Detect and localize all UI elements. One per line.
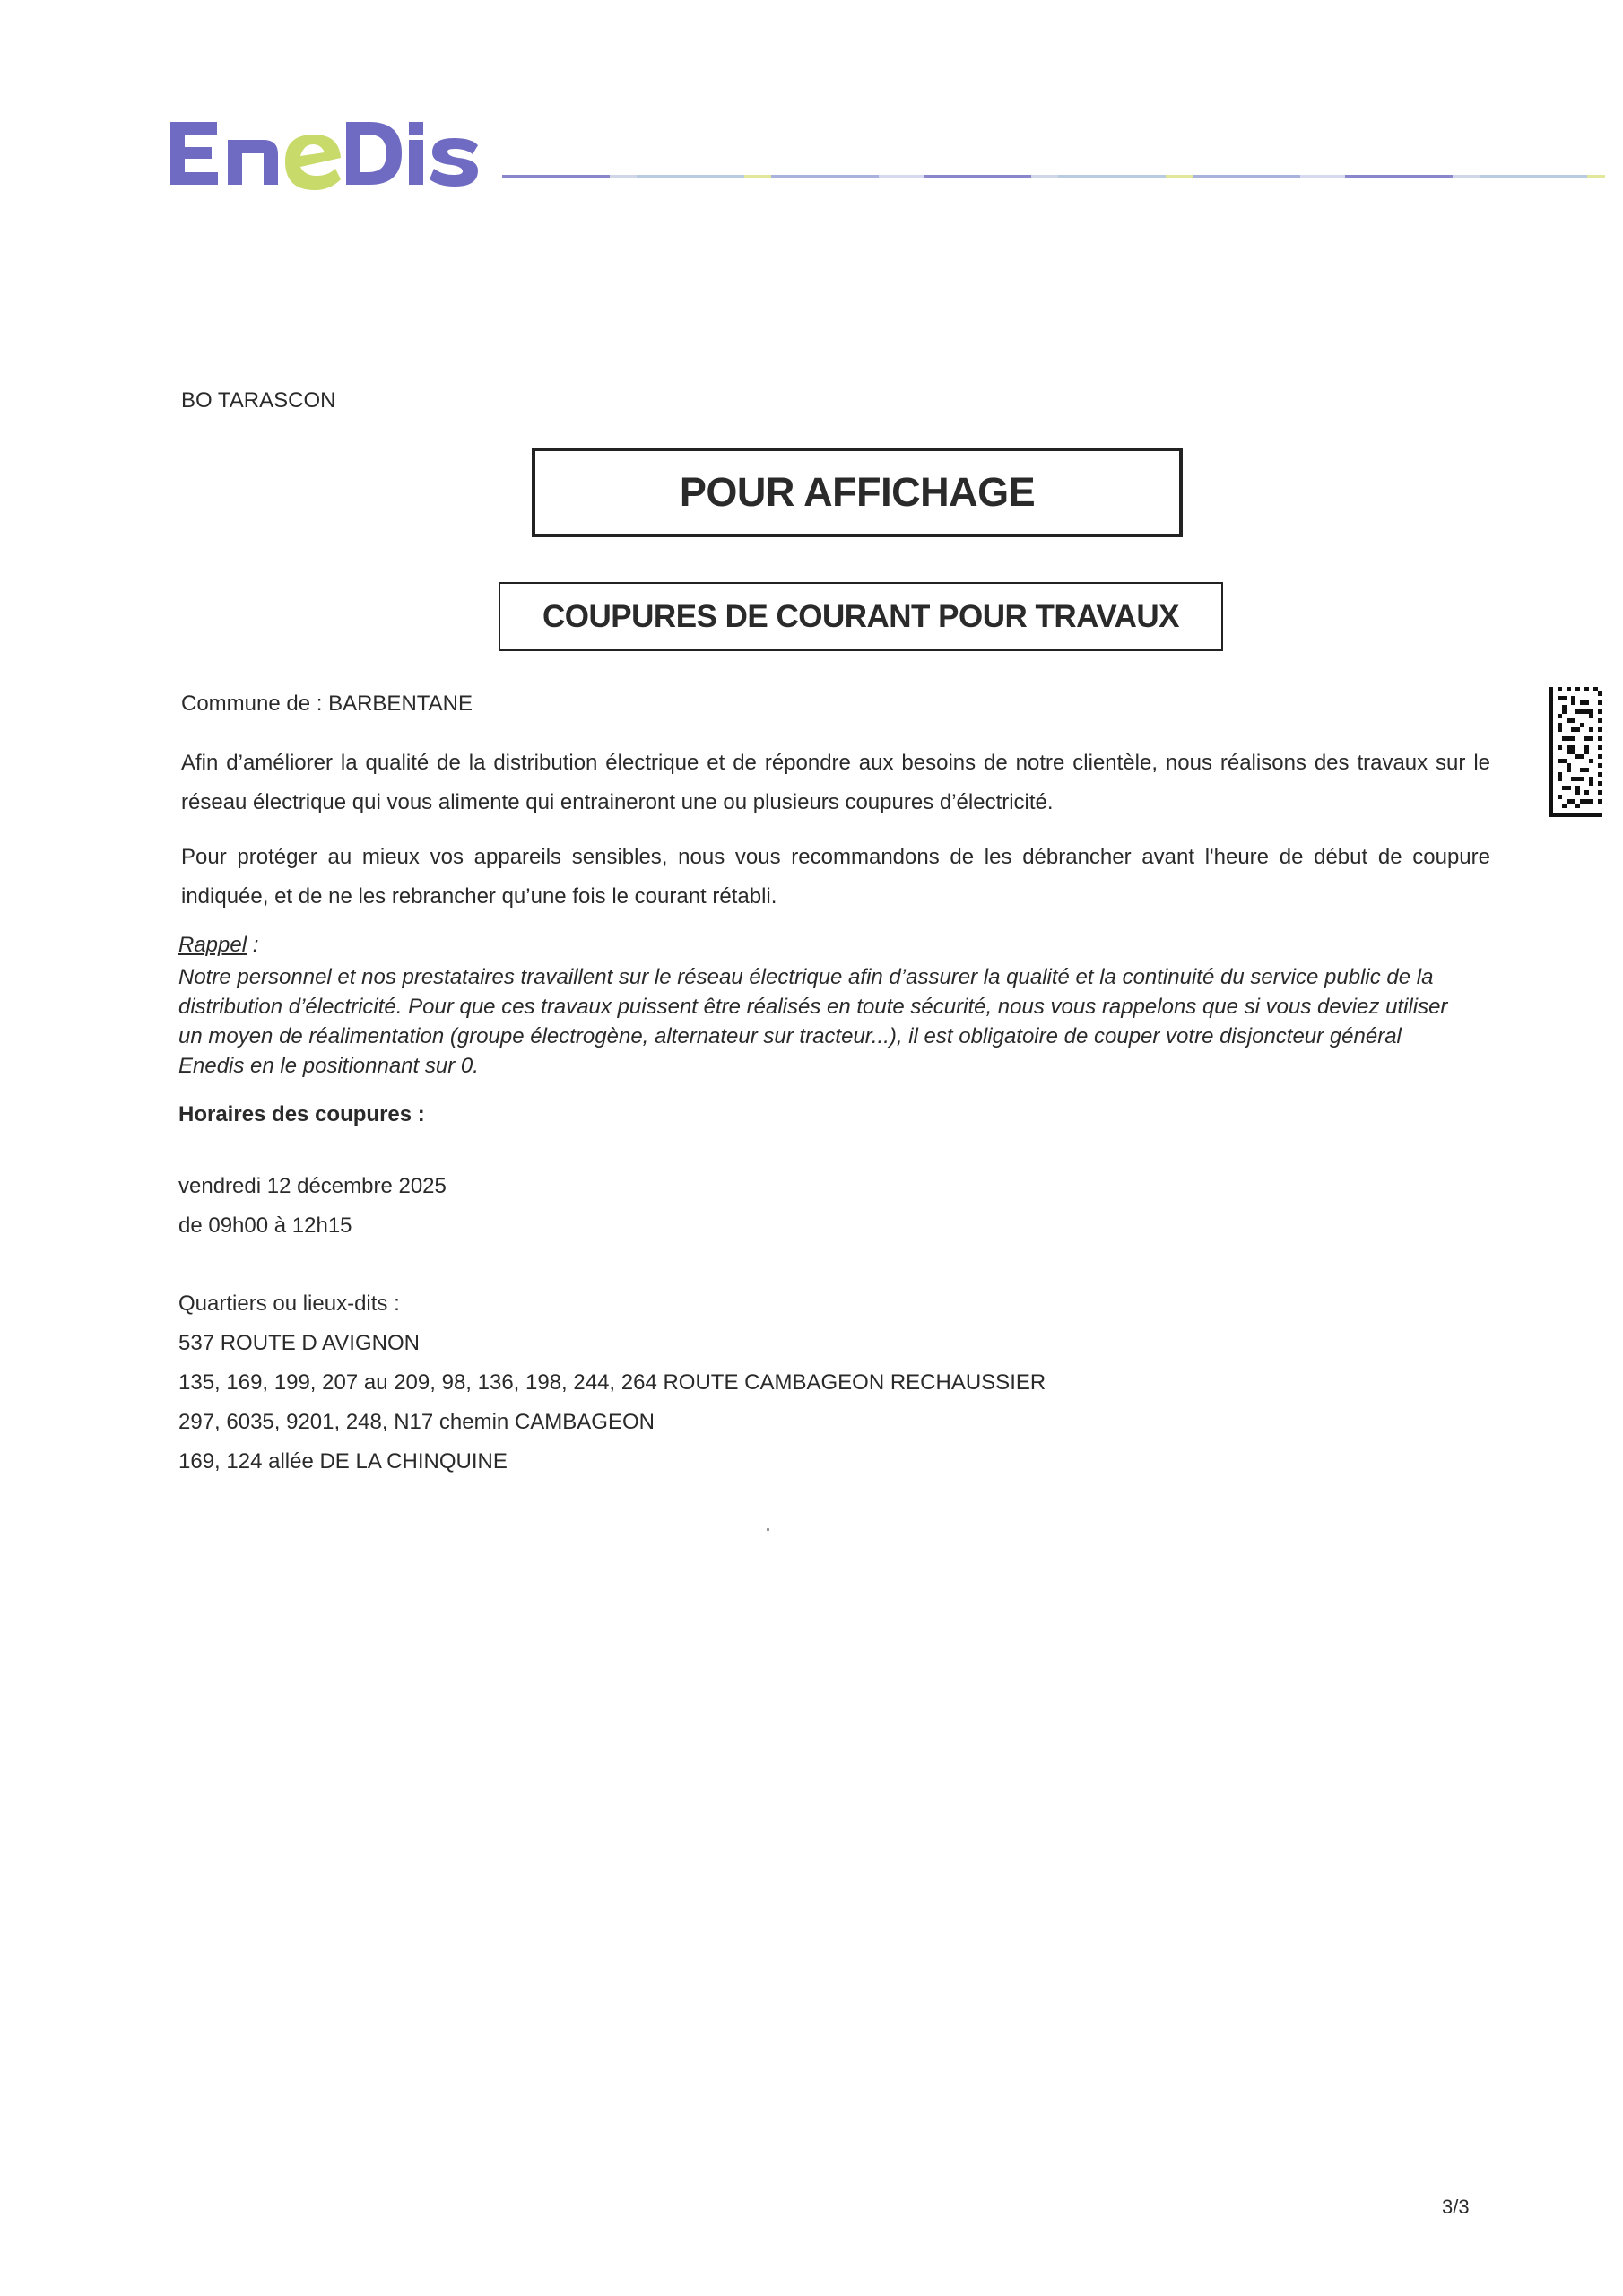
header-rule xyxy=(502,175,1605,178)
horaires-title: Horaires des coupures : xyxy=(178,1102,425,1126)
quartier-item: 537 ROUTE D AVIGNON xyxy=(178,1331,420,1355)
intro-paragraph: Afin d’améliorer la qualité de la distribution électrique et de répondre aux besoins de notre clientèle, nous réalisons des travaux sur le réseau électrique qui vous alimente qui entraineront une ou plusieurs coupures d’électricité. xyxy=(181,751,1490,814)
page-number: 3/3 xyxy=(1442,2196,1470,2218)
quartier-item: 135, 169, 199, 207 au 209, 98, 136, 198, 244, 264 ROUTE CAMBAGEON RECHAUSSIER xyxy=(178,1370,1046,1395)
scan-speck xyxy=(767,1528,769,1531)
rappel-label-text: Rappel xyxy=(178,933,247,957)
title-box xyxy=(532,448,1183,537)
datamatrix-barcode xyxy=(1549,687,1602,817)
advice-paragraph: Pour protéger au mieux vos appareils sensibles, nous vous recommandons de les débrancher avant l'heure de début de coupure indiquée, et de ne les rebrancher qu’une fois le courant rétabli. xyxy=(181,845,1490,909)
commune-line: Commune de : BARBENTANE xyxy=(181,691,473,716)
sender-office: BO TARASCON xyxy=(181,388,336,413)
subtitle-box xyxy=(499,582,1223,651)
outage-date: vendredi 12 décembre 2025 xyxy=(178,1174,447,1198)
quartier-item: 169, 124 allée DE LA CHINQUINE xyxy=(178,1449,508,1474)
quartier-item: 297, 6035, 9201, 248, N17 chemin CAMBAGEON xyxy=(178,1410,655,1434)
outage-time: de 09h00 à 12h15 xyxy=(178,1213,352,1238)
rappel-text: Notre personnel et nos prestataires travaillent sur le réseau électrique afin d’assurer la qualité et la continuité du service public de la distribution d’électricité. Pour que ces travaux puissent être réalisés en toute sécurité, nous vous rappelons que si vous deviez utiliser un moyen de réalimentation (groupe électrogène, alternateur sur tracteur...), il est obligatoire de couper votre disjoncteur général Enedis en le positionnant sur 0. xyxy=(178,965,1448,1078)
rappel-label xyxy=(178,933,258,958)
quartiers-title: Quartiers ou lieux-dits : xyxy=(178,1292,400,1316)
subtitle-text: COUPURES DE COURANT POUR TRAVAUX xyxy=(542,598,1179,634)
enedis-logo xyxy=(170,115,480,191)
title-text: POUR AFFICHAGE xyxy=(679,469,1036,515)
rappel-label-suffix: : xyxy=(247,933,259,957)
